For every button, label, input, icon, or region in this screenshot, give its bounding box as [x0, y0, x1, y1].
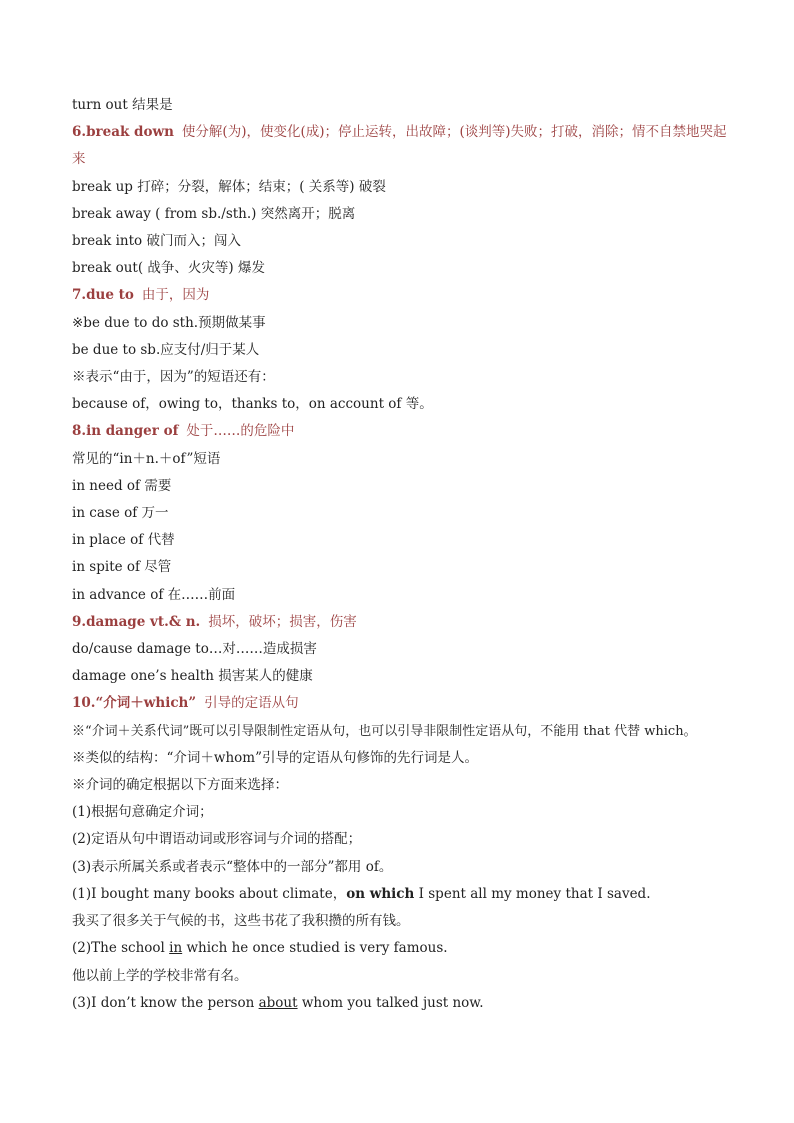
- text-line: be due to sb.应支付/归于某人: [72, 341, 260, 358]
- heading-key: 8.in danger of: [72, 423, 179, 440]
- section-heading-6: [72, 119, 732, 173]
- example-translation-2: 他以前上学的学校非常有名。: [72, 967, 248, 984]
- example-text: (2)The school: [72, 940, 170, 957]
- example-highlight: in: [169, 940, 183, 957]
- section-heading-8: [72, 418, 732, 445]
- text-line: in need of 需要: [72, 477, 172, 494]
- text-line: (1)根据句意确定介词；: [72, 804, 213, 821]
- heading-text: 引导的定语从句: [204, 695, 299, 712]
- example-text: which he once studied is very famous.: [182, 940, 448, 957]
- text-line: in place of 代替: [72, 532, 175, 549]
- document-page: [72, 92, 732, 1017]
- text-line: in case of 万一: [72, 505, 169, 522]
- example-sentence-3: [72, 990, 732, 1017]
- text-line: break up 打碎；分裂，解体；结束；( 关系等) 破裂: [72, 178, 386, 195]
- example-highlight: on which: [346, 885, 415, 902]
- example-sentence-2: [72, 935, 732, 962]
- heading-key: 10.“介词＋which”: [72, 695, 197, 712]
- text-line: do/cause damage to…对……造成损害: [72, 641, 317, 658]
- section-heading-10: [72, 690, 732, 717]
- text-line: in spite of 尽管: [72, 559, 172, 576]
- example-text: whom you talked just now.: [297, 994, 484, 1011]
- heading-key: 7.due to: [72, 287, 134, 304]
- example-text: (3)I don’t know the person: [72, 994, 259, 1011]
- text-line: break into 破门而入；闯入: [72, 233, 241, 250]
- text-line: ※介词的确定根据以下方面来选择：: [72, 777, 288, 794]
- text-line: (2)定语从句中谓语动词或形容词与介词的搭配；: [72, 831, 362, 848]
- example-text: (1)I bought many books about climate，: [72, 885, 347, 902]
- text-line: ※表示“由于，因为”的短语还有：: [72, 369, 275, 386]
- text-line: damage one’s health 损害某人的健康: [72, 668, 313, 685]
- example-text: I spent all my money that I saved.: [414, 885, 651, 902]
- example-highlight: about: [258, 994, 298, 1011]
- example-translation-1: 我买了很多关于气候的书，这些书花了我积攒的所有钱。: [72, 913, 410, 930]
- heading-key: 6.break down: [72, 124, 174, 141]
- text-line: break away ( from sb./sth.) 突然离开；脱离: [72, 205, 356, 222]
- text-line: in advance of 在……前面: [72, 586, 236, 603]
- heading-text: 损坏，破坏；损害，伤害: [208, 613, 357, 630]
- section-heading-9: [72, 609, 732, 636]
- text-line: ※类似的结构：“介词＋whom”引导的定语从句修饰的先行词是人。: [72, 749, 478, 766]
- heading-key: 9.damage vt.& n.: [72, 613, 201, 630]
- heading-text: 处于……的危险中: [186, 423, 295, 440]
- text-line: turn out 结果是: [72, 97, 173, 113]
- text-line: because of，owing to，thanks to，on account of 等。: [72, 396, 433, 413]
- text-line: ※“介词＋关系代词”既可以引导限制性定语从句，也可以引导非限制性定语从句，不能用 that 代替 which。: [72, 723, 697, 739]
- text-line: (3)表示所属关系或者表示“整体中的一部分”都用 of。: [72, 858, 393, 875]
- section-heading-7: [72, 282, 732, 309]
- heading-text: 使分解(为)，使变化(成)；停止运转，出故障；(谈判等)失败；打破，消除；情不自禁地哭起来: [72, 124, 727, 168]
- text-line: 常见的“in＋n.＋of”短语: [72, 450, 221, 467]
- text-line: break out( 战争、火灾等) 爆发: [72, 260, 265, 277]
- text-line: ※be due to do sth.预期做某事: [72, 314, 266, 331]
- example-sentence-1: [72, 881, 732, 908]
- heading-text: 由于，因为: [141, 287, 210, 304]
